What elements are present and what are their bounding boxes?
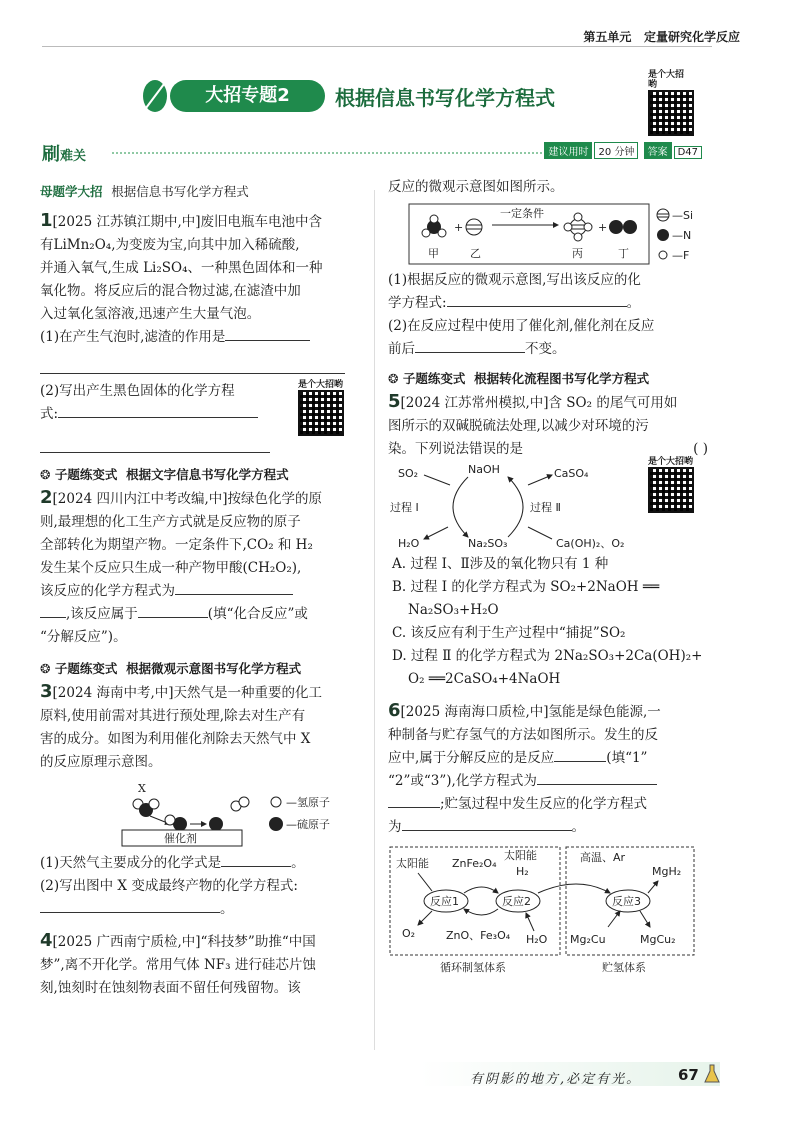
h2o-label: H₂O — [526, 933, 548, 946]
qr-code-icon[interactable] — [298, 390, 344, 436]
answer-label: 答案 — [644, 142, 672, 159]
leaf-icon — [140, 78, 170, 114]
option-c[interactable]: C. 该反应有利于生产过程中“捕捉”SO₂ — [392, 625, 626, 641]
question-6: 6[2025 海南海口质检,中]氢能是绿色能源,一 种制备与贮存氢气的方法如图所示。发生的反 应中,属于分解反应的是反应 (填“1” “2”或“3”),化学方程式为 ;贮氢过程中发生反应的化学方程式 为 。 太阳能 ZnFe₂O₄ 太阳能 H₂ 反应1 反应2 O₂ ZnO、Fe₃O₄ H₂O 高温、Ar 反应3 MgH₂ Mg₂Cu MgCu₂ 循环制氢体系 贮氢体系 — [388, 699, 708, 975]
answer-blank[interactable] — [225, 326, 310, 341]
question-5: 5[2024 江苏常州模拟,中]含 SO₂ 的尾气可用如 图所示的双碱脱硫法处理,以减少对环境的污 染。下列说法错误的是 ( ) SO₂ NaOH CaSO₄ 过程 Ⅰ 过程 Ⅱ H₂O Na₂SO₃ Ca(OH)₂、O₂ 是个大招哟 A. 过程 Ⅰ、Ⅱ涉及的氧化物只有 1 种 B. 过程 Ⅰ 的化学方程式为 SO₂+2NaOH ══ Na₂SO₃+H₂O C. 该反应有利于生产过程中“捕捉”SO₂ D. 过程 Ⅱ 的化学方程式为 2Na₂SO₃+2Ca(OH)₂+ O₂ ══2CaSO₄+4NaOH — [388, 390, 708, 691]
so2-label: SO₂ — [398, 467, 419, 480]
answer-blank[interactable] — [40, 434, 270, 453]
legend-h: —氢原子 — [286, 796, 330, 809]
double-alkali-diagram — [388, 461, 638, 553]
s-atom — [209, 817, 223, 831]
q4-continued: 反应的微观示意图如图所示。 — [388, 179, 564, 195]
reaction-2-label: 反应2 — [502, 895, 531, 908]
answer-blank[interactable] — [138, 603, 208, 618]
answer-blank[interactable] — [388, 793, 440, 808]
h2-label: H₂ — [516, 865, 529, 878]
question-3: 3[2024 海南中考,中]天然气是一种重要的化工 原料,使用前需对其进行预处理,除去对生产有 害的成分。如图为利用催化剂除去天然气中 X 的反应原理示意图。 X 催化剂 —氢原子 —硫原子 (1)天然气主要成分的化学式是 。 (2)写出图中 X 变成最终产物的化学方程式: 。 — [40, 680, 360, 921]
option-a[interactable]: A. 过程 Ⅰ、Ⅱ涉及的氧化物只有 1 种 — [392, 556, 609, 572]
label-b: 乙 — [470, 247, 481, 260]
variant-heading: ❂ 子题练变式 根据转化流程图书写化学方程式 — [388, 371, 650, 386]
unit-label: 第五单元 — [583, 30, 632, 44]
mgh2-label: MgH₂ — [652, 865, 682, 878]
banner-title: 根据信息书写化学方程式 — [335, 86, 555, 110]
qr-label: 是个大招哟 — [648, 457, 694, 467]
answer-blank[interactable] — [175, 580, 293, 595]
answer-blank[interactable] — [221, 852, 291, 867]
heat-label: 高温、Ar — [580, 851, 626, 864]
answer-blank[interactable] — [554, 747, 606, 762]
znfe2o4-label: ZnFe₂O₄ — [452, 857, 497, 870]
page-header — [583, 28, 740, 45]
reaction-1-label: 反应1 — [430, 895, 459, 908]
answer-blank[interactable] — [58, 403, 258, 418]
page-number: 67 — [678, 1066, 699, 1084]
variant-heading: ❂ 子题练变式 根据文字信息书写化学方程式 — [40, 467, 289, 482]
caoh2-label: Ca(OH)₂、O₂ — [556, 537, 625, 550]
option-d[interactable]: D. 过程 Ⅱ 的化学方程式为 2Na₂SO₃+2Ca(OH)₂+ — [392, 648, 703, 664]
label-d: 丁 — [618, 247, 629, 260]
nf3-reaction-diagram — [408, 203, 713, 265]
process-2-label: 过程 Ⅱ — [530, 501, 561, 514]
solar-1: 太阳能 — [396, 857, 429, 870]
qr-block-q5[interactable] — [648, 457, 694, 513]
answer-blank[interactable] — [40, 355, 345, 374]
hydrogen-cycle-diagram — [388, 845, 698, 975]
answer-blank[interactable] — [447, 292, 627, 307]
legend-si: —Si — [672, 209, 694, 222]
legend-s: —硫原子 — [286, 818, 330, 831]
solar-2: 太阳能 — [504, 849, 537, 862]
mgcu2-label: MgCu₂ — [640, 933, 676, 946]
legend-s-icon — [269, 817, 283, 831]
h-atom — [165, 815, 175, 825]
legend-n: —N — [672, 229, 692, 242]
svg-text:+: + — [454, 221, 464, 234]
o2-label: O₂ — [402, 927, 416, 940]
banner-tag: 大招专题2 — [170, 80, 325, 112]
qr-code-icon[interactable] — [648, 467, 694, 513]
section-label: 刷难关 — [42, 144, 87, 165]
legend-h-icon — [271, 797, 281, 807]
chapter-label: 定量研究化学反应 — [643, 30, 740, 44]
h-atom — [149, 799, 159, 809]
section-meta — [542, 142, 702, 159]
header-rule — [42, 46, 712, 47]
option-b[interactable]: B. 过程 Ⅰ 的化学方程式为 SO₂+2NaOH ══ — [392, 579, 660, 595]
qr-block-q1[interactable] — [298, 380, 344, 436]
answer-blank[interactable] — [415, 338, 525, 353]
caso4-label: CaSO₄ — [554, 467, 589, 480]
catalyst-label: 催化剂 — [164, 832, 197, 845]
right-column: 反应的微观示意图如图所示。 + 一定条件 + 甲 乙 丙 丁 —Si —N —F (1)根据反应的微观示意图,写出该反应的化 学方程式: 。 (2)在反应过程中使用了催化剂,催化剂在反应 前后 不变。 ❂ 子题练变式 根据转化流程图书写化学方程式 5[2024 江苏常州模拟,中]含 SO₂ 的尾气可用如 图所示的双碱脱硫法处理,以减少对环境的污 染。下列说法错误的是 ( ) SO₂ NaOH CaSO₄ 过程 Ⅰ 过程 Ⅱ H₂O Na₂SO₃ Ca(OH)₂、O₂ 是个大招哟 A. 过程 Ⅰ、Ⅱ涉及的氧化物只有 1 种 B. 过程 Ⅰ 的化学方程式为 SO₂+2NaOH ══ Na₂SO₃+H₂O C. 该反应有利于生产过程中“捕捉”SO₂ D. 过程 Ⅱ 的化学方程式为 2Na₂SO₃+2Ca(OH)₂+ O₂ ══2CaSO₄+4NaOH 6[2025 海南海口质检,中]氢能是绿色能源,一 种制备与贮存氢气的方法如图所示。发生的反 应中,属于分解反应的是反应 (填“1” “2”或“3”),化学方程式为 ;贮氢过程中发生反应的化学方程式 为 。 太阳能 ZnFe₂O₄ 太阳能 H₂ 反应1 反应2 O₂ ZnO、Fe₃O₄ H₂O 高温、Ar 反应3 MgH₂ Mg₂Cu MgCu₂ 循环制氢体系 贮氢体系 — [388, 176, 708, 975]
reaction-3-label: 反应3 — [612, 895, 641, 908]
h2o-label: H₂O — [398, 537, 420, 550]
qr-block-top[interactable] — [648, 70, 694, 136]
qr-code-icon[interactable] — [648, 90, 694, 136]
na2so3-label: Na₂SO₃ — [468, 537, 508, 550]
legend-f: —F — [672, 249, 690, 262]
footer-motto: 有阴影的地方,必定有光。 — [470, 1072, 642, 1087]
cycle-system-label: 循环制氢体系 — [440, 961, 506, 974]
question-2: 2[2024 四川内江中考改编,中]按绿色化学的原 则,最理想的化工生产方式就是反应物的原子 全部转化为期望产物。一定条件下,CO₂ 和 H₂ 发生某个反应只生成一种产物甲酸(CH₂O₂), 该反应的化学方程式为 ,该反应属于 (填“化合反应”或 “分解反应”)。 — [40, 487, 323, 645]
label-c: 丙 — [572, 247, 583, 260]
option-b-cont: Na₂SO₃+H₂O — [408, 602, 499, 618]
answer-blank[interactable] — [402, 816, 572, 831]
time-label: 建议用时 — [544, 142, 592, 159]
condition-label: 一定条件 — [500, 207, 544, 220]
qr-label: 是个大招哟 — [298, 380, 344, 390]
x-label: X — [138, 782, 146, 795]
topic-banner — [140, 76, 610, 118]
zno-label: ZnO、Fe₃O₄ — [446, 929, 511, 942]
svg-text:+: + — [598, 221, 608, 234]
answer-paren[interactable]: ( ) — [693, 441, 708, 457]
answer-blank[interactable] — [537, 770, 657, 785]
section-bar — [42, 142, 702, 165]
catalyst-diagram — [80, 778, 380, 848]
qr-label: 是个大招哟 — [648, 70, 685, 90]
naoh-label: NaOH — [468, 463, 500, 476]
question-4: 4[2025 广西南宁质检,中]“科技梦”助推“中国 梦”,离不开化学。常用气体 NF₃ 进行硅芯片蚀 刻,蚀刻时在蚀刻物表面不留任何残留物。该 — [40, 930, 316, 996]
column-divider — [374, 190, 375, 1050]
option-d-cont: O₂ ══2CaSO₄+4NaOH — [408, 671, 561, 687]
h-atom — [239, 797, 249, 807]
label-a: 甲 — [428, 247, 439, 260]
flask-icon — [704, 1064, 720, 1084]
mother-heading: 母题学大招 根据信息书写化学方程式 — [40, 184, 249, 199]
question-1: 1[2025 江苏镇江期中,中]废旧电瓶车电池中含 有LiMn₂O₄,为变废为宝,向其中加入稀硫酸, 并通入氧气,生成 Li₂SO₄、一种黑色固体和一种 氧化物。将反应后的混合物过滤,在滤渣中加 入过氧化氢溶液,迅速产生大量气泡。 (1)在产生气泡时,滤渣的作用是 (2)写出产生黑色固体的化学方程 式: 是个大招哟 — [40, 209, 360, 453]
variant-heading: ❂ 子题练变式 根据微观示意图书写化学方程式 — [40, 661, 302, 676]
answer-blank[interactable] — [40, 898, 220, 913]
process-1-label: 过程 Ⅰ — [390, 501, 419, 514]
mg2cu-label: Mg₂Cu — [570, 933, 606, 946]
time-value: 20 分钟 — [594, 142, 638, 159]
storage-system-label: 贮氢体系 — [602, 961, 646, 974]
answer-page: D47 — [674, 146, 702, 159]
dotted-rule — [112, 152, 542, 154]
answer-blank[interactable] — [40, 603, 66, 618]
left-column — [40, 180, 360, 1000]
